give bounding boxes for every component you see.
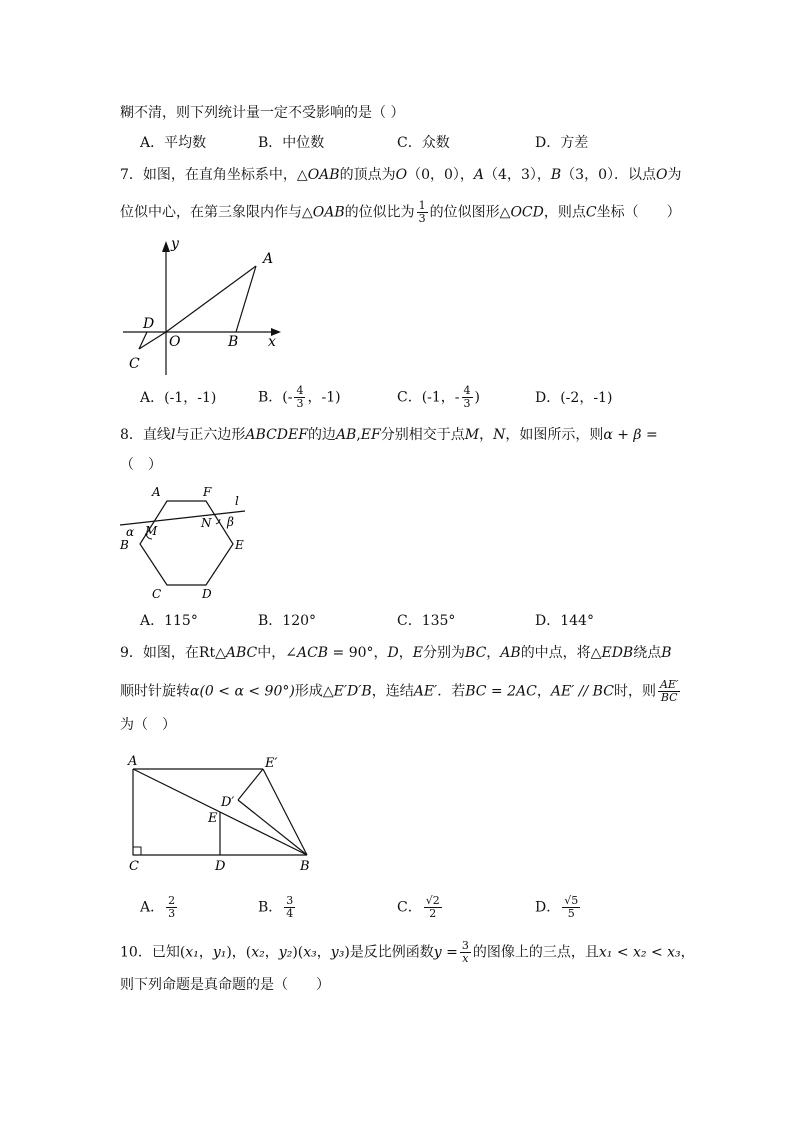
q9-ratio-fraction: $\frac{AE'}{BC}$	[659, 678, 679, 704]
q9-fig-label-a: A	[128, 754, 138, 769]
q9-fig-label-e: E	[208, 811, 218, 826]
q7-option-d: D．(-2，-1)	[535, 390, 613, 406]
q8-fig-label-e: E	[235, 538, 244, 552]
q6-option-a: A．平均数	[140, 135, 207, 151]
q7-fig-label-x: x	[268, 334, 276, 350]
q8-fig-label-a: A	[152, 485, 161, 499]
q8-fig-label-beta: β	[227, 515, 234, 529]
q9-stem-line3: 为（ ）	[120, 717, 176, 733]
q7-figure	[115, 232, 295, 377]
q6-option-d: D．方差	[535, 135, 589, 151]
q9-option-b: B． $\frac{3}{4}$	[258, 894, 294, 920]
q8-fig-label-m: M	[145, 524, 158, 538]
q7-option-b: B．(- $\frac{4}{3}$ ，-1)	[258, 384, 341, 410]
q9-option-d: D． $\frac{√5}{5}$	[535, 894, 579, 920]
q7-fig-label-o: O	[169, 334, 181, 350]
q8-figure	[115, 483, 265, 603]
q9-stem-line1: 9．如图，在Rt△ABC中，∠ACB = 90°，D，E分别为BC，AB的中点，将△EDB绕点B	[120, 645, 672, 661]
q9-stem-line2: 顺时针旋转α(0 < α < 90°)形成△E′D′B，连结AE′．若BC = 2AC，AE′ // BC时，则 $\frac{AE'}{BC}$	[120, 678, 679, 704]
q10-stem-line2: 则下列命题是真命题的是（ ）	[120, 977, 330, 993]
q8-option-b: B．120°	[258, 613, 317, 629]
q7-fig-label-b: B	[228, 334, 239, 350]
q8-fig-label-d: D	[202, 587, 212, 601]
q8-option-c: C．135°	[397, 613, 456, 629]
q8-stem-line1: 8．直线l与正六边形ABCDEF的边AB,EF分别相交于点M，N，如图所示，则α + β =	[120, 427, 658, 443]
q8-option-d: D．144°	[535, 613, 594, 629]
q7-ratio-fraction: $\frac{1}{3}$	[418, 199, 426, 225]
q8-fig-label-n: N	[201, 516, 212, 530]
q9-fig-label-d-prime: D′	[221, 795, 235, 810]
q7-fig-label-c: C	[129, 356, 140, 372]
q9-option-c: C． $\frac{√2}{2}$	[397, 894, 440, 920]
q6-option-c: C．众数	[397, 135, 450, 151]
q8-fig-label-alpha: α	[126, 525, 135, 539]
q9-fig-label-d: D	[215, 859, 226, 874]
q8-fig-label-c: C	[152, 587, 162, 601]
q8-fig-label-l: l	[235, 494, 239, 508]
q9-fig-label-c: C	[129, 859, 139, 874]
q10-function-fraction: $\frac{3}{x}$	[461, 939, 469, 965]
q6-option-b: B．中位数	[258, 135, 325, 151]
q7-fig-label-y: y	[171, 236, 179, 252]
q8-fig-label-b: B	[120, 538, 129, 552]
q10-stem-line1: 10．已知(x₁，y₁)，(x₂，y₂)(x₃，y₃)是反比例函数y = $\frac{3}{x}$ 的图像上的三点，且x₁ < x₂ < x₃，	[120, 939, 695, 965]
q8-option-a: A．115°	[140, 613, 198, 629]
q6-stem-tail: 糊不清，则下列统计量一定不受影响的是（ ）	[120, 105, 405, 121]
q8-stem-line2: （ ）	[120, 457, 162, 473]
q9-option-a: A． $\frac{2}{3}$	[140, 894, 176, 920]
q7-fig-label-a: A	[263, 251, 274, 267]
q9-figure	[120, 752, 320, 877]
q7-option-a: A．(-1，-1)	[140, 390, 217, 406]
q7-stem-line1: 7．如图，在直角坐标系中，△OAB的顶点为O（0，0），A（4，3），B（3，0）．以点O为	[120, 167, 682, 183]
q9-fig-label-e-prime: E′	[265, 756, 278, 771]
q7-stem-line2: 位似中心，在第三象限内作与△OAB的位似比为 $\frac{1}{3}$ 的位似图形△OCD，则点C坐标（ ）	[120, 199, 681, 225]
q8-fig-label-f: F	[203, 485, 212, 499]
q7-option-c: C．(-1，- $\frac{4}{3}$ )	[397, 384, 481, 410]
q9-fig-label-b: B	[300, 859, 310, 874]
q7-fig-label-d: D	[143, 316, 155, 332]
